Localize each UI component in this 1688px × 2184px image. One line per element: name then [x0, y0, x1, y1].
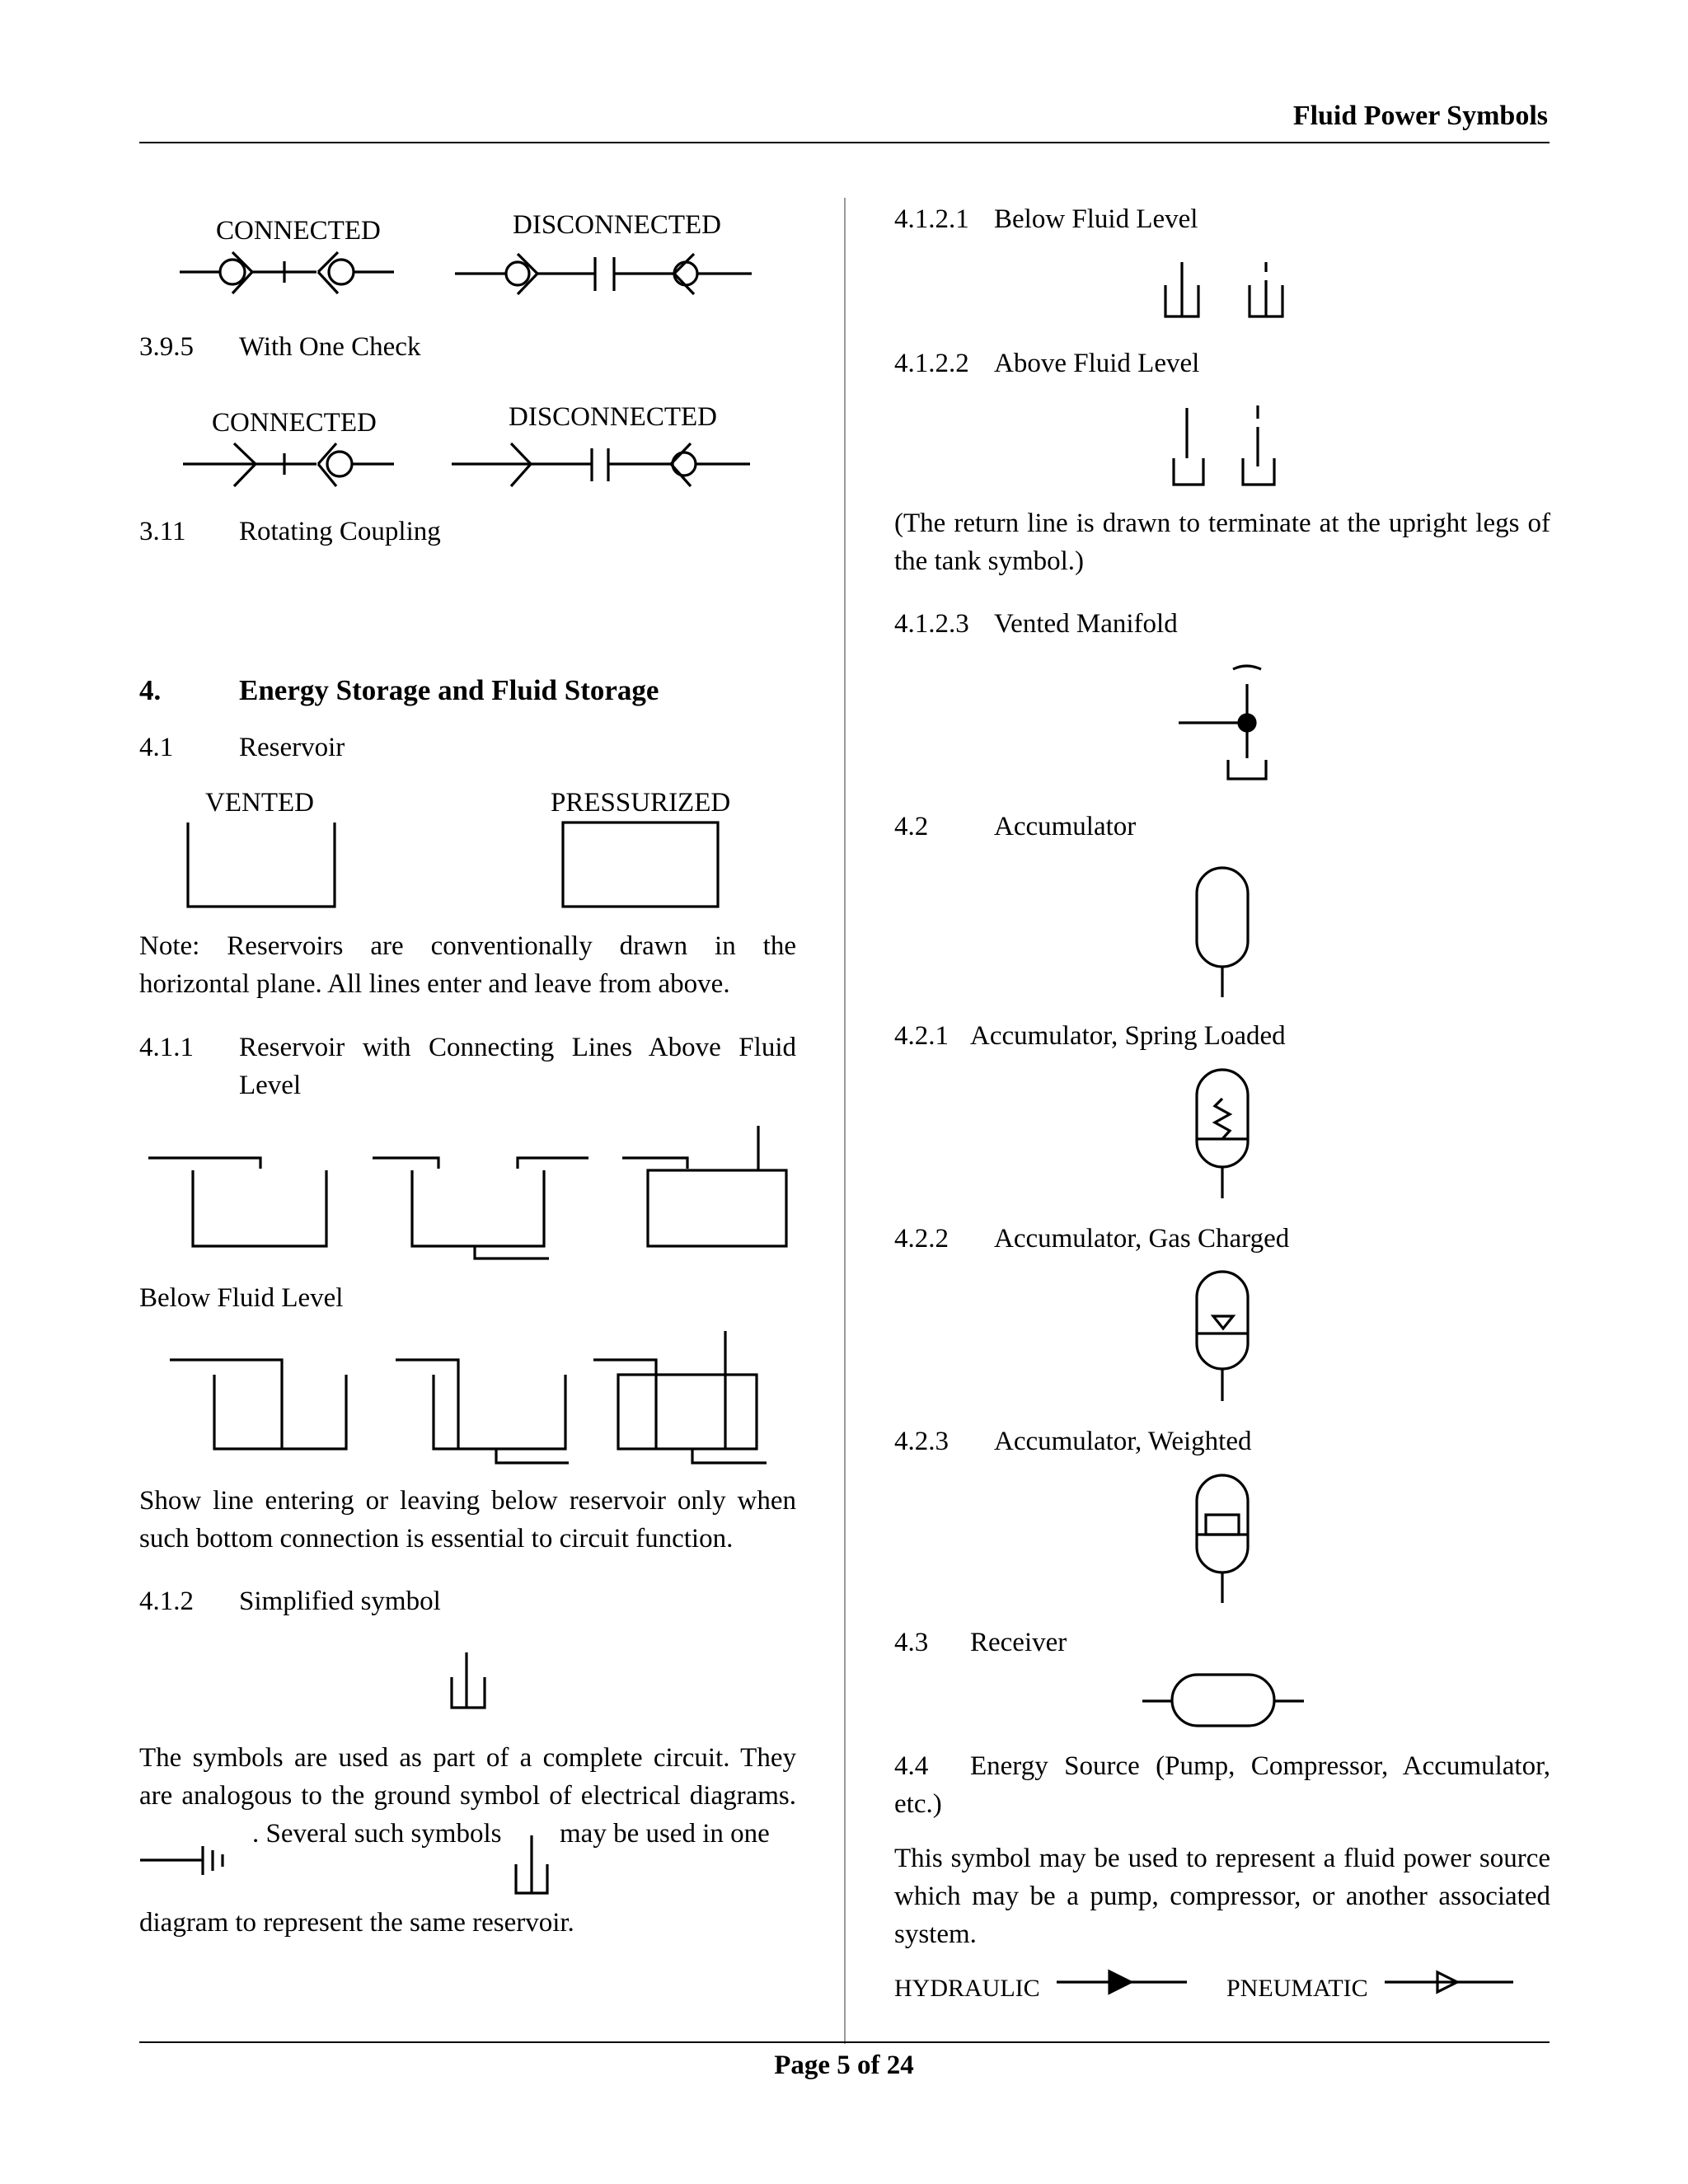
pressurized-label: PRESSURIZED — [551, 788, 731, 818]
section-title: Receiver — [970, 1628, 1067, 1657]
section-title: With One Check — [239, 332, 421, 362]
section-number: 4.1.2.1 — [894, 204, 969, 234]
note-line-1: Note: Reservoirs are conventionally drawn in the — [139, 931, 796, 961]
section-number: 4.4 — [894, 1751, 929, 1781]
section-number: 3.9.5 — [139, 332, 194, 362]
note-line-2: horizontal plane. All lines enter and leave from above. — [139, 969, 730, 999]
section-title: Accumulator, Gas Charged — [994, 1224, 1290, 1254]
title-line-2: etc.) — [894, 1789, 942, 1819]
paragraph-line-1: Show line entering or leaving below reservoir only when — [139, 1486, 796, 1516]
section-title: Above Fluid Level — [994, 349, 1200, 378]
title-line-2: Level — [239, 1071, 302, 1100]
footer-rule — [139, 2041, 1550, 2043]
below-fluid-level-caption: Below Fluid Level — [139, 1283, 344, 1313]
section-number: 4.1.2 — [139, 1586, 194, 1616]
paragraph-line-2: which may be a pump, compressor, or another associated — [894, 1882, 1550, 1911]
section-number: 4.1.1 — [139, 1033, 194, 1062]
connected-label-2: CONNECTED — [212, 408, 377, 438]
section-title: Rotating Coupling — [239, 517, 441, 546]
pneumatic-label: PNEUMATIC — [1226, 1975, 1368, 2002]
section-title: Vented Manifold — [994, 609, 1178, 639]
paragraph-line-3a: . Several such symbols — [252, 1819, 502, 1849]
paragraph-line-1: This symbol may be used to represent a fluid power source — [894, 1844, 1550, 1873]
paragraph-line-3: system. — [894, 1919, 977, 1949]
paragraph-line-1: The symbols are used as part of a complete circuit. They — [139, 1743, 796, 1773]
disconnected-label-1: DISCONNECTED — [513, 210, 721, 240]
section-number: 4. — [139, 674, 162, 706]
note-line-1: (The return line is drawn to terminate at the upright legs of — [894, 509, 1550, 538]
disconnected-label-2: DISCONNECTED — [509, 402, 717, 432]
paragraph-line-4: diagram to represent the same reservoir. — [139, 1908, 574, 1938]
paragraph-line-2: such bottom connection is essential to circuit function. — [139, 1524, 734, 1554]
note-line-2: the tank symbol.) — [894, 546, 1085, 576]
section-title: Accumulator, Spring Loaded — [970, 1021, 1286, 1051]
section-number: 4.2.1 — [894, 1021, 949, 1051]
vented-label: VENTED — [205, 788, 314, 818]
hydraulic-label: HYDRAULIC — [894, 1975, 1040, 2002]
title-line-1: Energy Source (Pump, Compressor, Accumulator, — [970, 1751, 1550, 1781]
section-number: 4.2 — [894, 812, 929, 841]
document-header-title: Fluid Power Symbols — [1292, 101, 1548, 131]
section-number: 4.1.2.2 — [894, 349, 969, 378]
section-number: 4.2.2 — [894, 1224, 949, 1254]
section-title: Accumulator, Weighted — [994, 1427, 1252, 1456]
paragraph-line-2: are analogous to the ground symbol of electrical diagrams. — [139, 1781, 796, 1811]
paragraph-line-3b: may be used in one — [560, 1819, 770, 1849]
title-line-1: Reservoir with Connecting Lines Above Fluid — [239, 1033, 796, 1062]
section-title: Simplified symbol — [239, 1586, 441, 1616]
section-number: 3.11 — [139, 517, 186, 546]
section-title: Below Fluid Level — [994, 204, 1198, 234]
section-number: 4.1 — [139, 733, 174, 762]
section-number: 4.1.2.3 — [894, 609, 969, 639]
page-number: Page 5 of 24 — [774, 2050, 914, 2080]
section-title: Accumulator — [994, 812, 1137, 841]
section-title: Reservoir — [239, 733, 345, 762]
connected-label-1: CONNECTED — [216, 216, 381, 246]
section-number: 4.3 — [894, 1628, 929, 1657]
section-number: 4.2.3 — [894, 1427, 949, 1456]
section-title: Energy Storage and Fluid Storage — [239, 674, 659, 706]
